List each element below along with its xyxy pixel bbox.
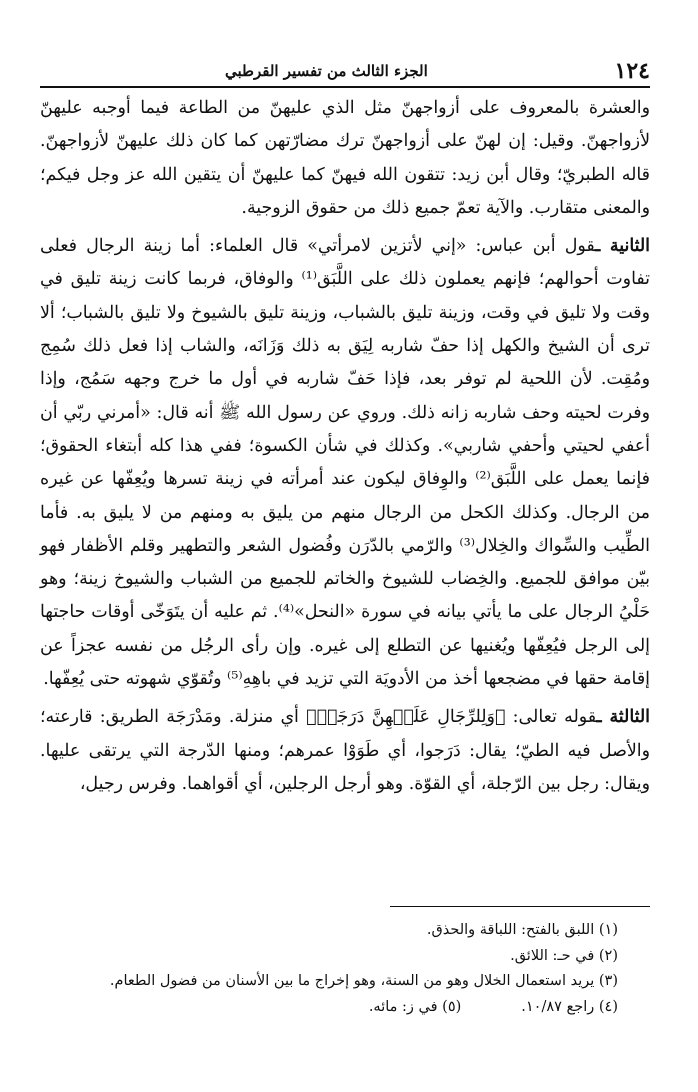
- footnote: (٥) في ز: مائه.: [368, 998, 462, 1015]
- footnote: (٢) في حـ: اللائق.: [510, 947, 618, 964]
- issue-label: الثالثة ـ: [596, 707, 651, 728]
- paragraph-text: والعشرة بالمعروف على أزواجهنّ مثل الذي عليهنّ من الطاعة فيما أوجبه عليهنّ لأزواجهنّ. وقيل: إن لهنّ على أزواجهنّ ترك مضارّتهن كما كان ذلك عليهنّ لأزواجهنّ. قاله الطبريّ؛ وقال أبن زيد: تتقون الله فيهنّ كما عليهنّ أن يتقين الله عز وجل فيكم؛ والمعنى متقارب. والآية تعمّ جميع ذلك من حقوق الزوجية.: [40, 98, 650, 218]
- page-header: [40, 48, 650, 88]
- paragraph-text: قوله تعالى: ﴿وَلِلرِّجَالِ عَلَيۡهِنَّ دَرَجَةٞ﴾ أي منزلة. ومَدْرَجَة الطريق: قارعته؛ والأصل فيه الطيّ؛ يقال: دَرَجوا، أي طَوَوْا عمرهم؛ ومنها الدّرجة التي يرتقى عليها. ويقال: رجل بين الرّجلة، أي القوّة. وهو أرجل الرجلين، أي أقواهما. وفرس رجيل،: [40, 707, 650, 794]
- page-number: ١٢٤: [614, 58, 650, 84]
- main-text: [40, 92, 650, 801]
- paragraph-text: قول أبن عباس: «إني لأتزين لامرأتي» قال العلماء: أما زينة الرجال فعلى تفاوت أحوالهم؛ فإنهم يعملون ذلك على اللَّبَق⁽¹⁾ والوفاق، فربما كانت زينة تليق في وقت ولا تليق في وقت، وزينة تليق بالشباب، وزينة تليق بالشيوخ ولا تليق بالشباب؛ ألا ترى أن الشيخ والكهل إذا حفّ شاربه لِيَق به ذلك وَزَانَه، والشاب إذا فعل ذلك سُمِج ومُقِت. لأن اللحية لم توفر بعد، فإذا حَفّ شاربه في أول ما خرج وجهه سَمُج، وإذا وفرت لحيته وحف شاربه زانه ذلك. وروي عن رسول الله ﷺ أنه قال: «أمرني ربّي أن أعفي لحيتي وأحفي شاربي». وكذلك في شأن الكسوة؛ ففي هذا كله أبتغاء الحقوق؛ فإنما يعمل على اللَّبَق⁽²⁾ والوِفاق ليكون عند أمرأته في زينة تسرها ويُعِفّها عن غيره من الرجال. وكذلك الكحل من الرجال منهم من يليق به ومنهم من لا يليق به. فأما الطِّيب والسِّواك والخِلال⁽³⁾ والرّمي بالدّرَن وفُضول الشعر والتطهير وقلم الأظفار فهو بيّن موافق للجميع. والخِضاب للشيوخ والخاتم للجميع من الشباب والشيوخ زينة؛ وهو حَلْيُ الرجال على ما يأتي بيانه في سورة «النحل»⁽⁴⁾. ثم عليه أن يتَوَخّى أوقات حاجتها إلى الرجل فيُعِفّها ويُغنيها عن التطلع إلى غيره. وإن رأى الرجُل من نفسه عجزاً عن إقامة حقها في مضجعها أخذ من الأدويَة التي تزيد في باهِهِ⁽⁵⁾ وتُقوّي شهوته حتى يُعِفّها.: [40, 236, 651, 690]
- footnote: (٣) يريد استعمال الخلال وهو من السنة، وهو إخراج ما بين الأسنان من فضول الطعام.: [109, 973, 618, 989]
- paragraph-second-issue: [40, 230, 650, 696]
- running-title: الجزء الثالث من تفسير القرطبي: [225, 62, 428, 80]
- issue-label: الثانية ـ: [595, 236, 650, 257]
- paragraph-third-issue: [40, 701, 650, 801]
- footnotes: [40, 918, 618, 1020]
- paragraph-continuation: [40, 92, 650, 225]
- footnote-row: [40, 995, 618, 1021]
- footnote-separator: [390, 906, 650, 907]
- footnote: (١) اللبق بالفتح: اللباقة والحذق.: [426, 922, 618, 938]
- footnote: (٤) راجع ١٠/٨٧.: [521, 998, 618, 1015]
